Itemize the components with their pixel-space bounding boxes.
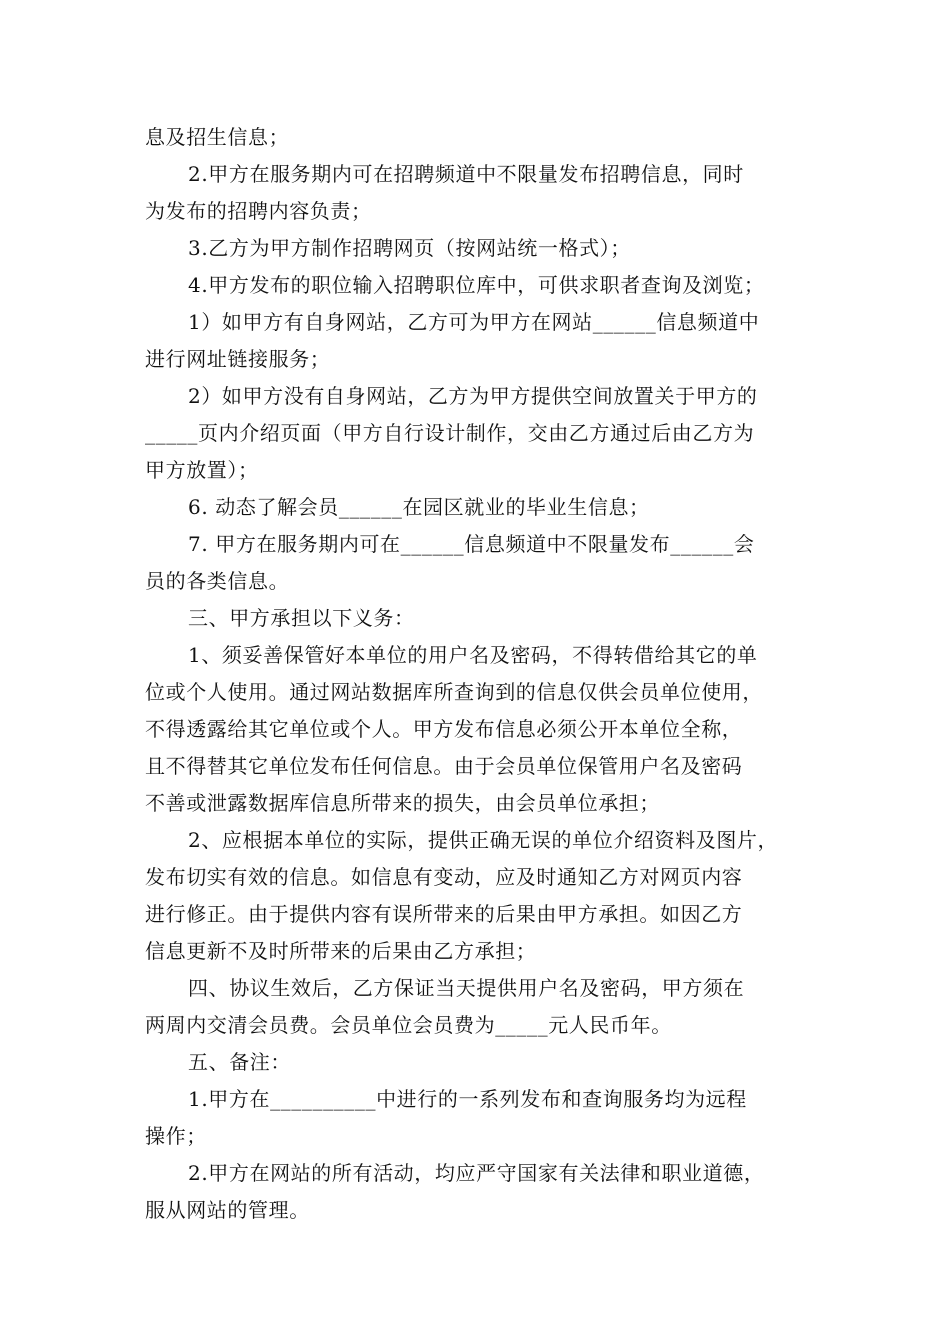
text-line: 服从网站的管理。 xyxy=(145,1198,310,1222)
text-line: 甲方放置）； xyxy=(145,458,259,482)
section-heading: 四、协议生效后，乙方保证当天提供用户名及密码，甲方须在 xyxy=(188,976,745,1000)
text-line: 操作； xyxy=(145,1124,207,1148)
text-line: 4.甲方发布的职位输入招聘职位库中，可供求职者查询及浏览； xyxy=(188,273,765,297)
section-heading: 三、甲方承担以下义务： xyxy=(188,606,415,630)
text-line: 7. 甲方在服务期内可在______信息频道中不限量发布______会 xyxy=(188,532,755,556)
text-line: 息及招生信息； xyxy=(145,125,290,149)
text-line: 两周内交清会员费。会员单位会员费为_____元人民币年。 xyxy=(145,1013,672,1037)
text-line: 信息更新不及时所带来的后果由乙方承担； xyxy=(145,939,537,963)
text-line: 不善或泄露数据库信息所带来的损失，由会员单位承担； xyxy=(145,791,660,815)
text-line: 位或个人使用。通过网站数据库所查询到的信息仅供会员单位使用， xyxy=(145,680,763,704)
text-line: 且不得替其它单位发布任何信息。由于会员单位保管用户名及密码 xyxy=(145,754,743,778)
text-line: 1.甲方在__________中进行的一系列发布和查询服务均为远程 xyxy=(188,1087,747,1111)
text-line: 员的各类信息。 xyxy=(145,569,290,593)
text-line: 发布切实有效的信息。如信息有变动，应及时通知乙方对网页内容 xyxy=(145,865,743,889)
text-line: 进行网址链接服务； xyxy=(145,347,331,371)
text-line: 1、须妥善保管好本单位的用户名及密码，不得转借给其它的单 xyxy=(188,643,758,667)
text-line: 6. 动态了解会员______在园区就业的毕业生信息； xyxy=(188,495,650,519)
text-line: 3.乙方为甲方制作招聘网页（按网站统一格式）； xyxy=(188,236,631,260)
text-line: 为发布的招聘内容负责； xyxy=(145,199,372,223)
text-line: 1）如甲方有自身网站，乙方可为甲方在网站______信息频道中 xyxy=(188,310,760,334)
text-line: 2.甲方在网站的所有活动，均应严守国家有关法律和职业道德， xyxy=(188,1161,765,1185)
section-heading: 五、备注： xyxy=(188,1050,291,1074)
text-line: 2）如甲方没有自身网站，乙方为甲方提供空间放置关于甲方的 xyxy=(188,384,758,408)
text-line: _____页内介绍页面（甲方自行设计制作，交由乙方通过后由乙方为 xyxy=(145,421,755,445)
text-line: 2.甲方在服务期内可在招聘频道中不限量发布招聘信息，同时 xyxy=(188,162,744,186)
text-line: 不得透露给其它单位或个人。甲方发布信息必须公开本单位全称， xyxy=(145,717,743,741)
text-line: 2、应根据本单位的实际，提供正确无误的单位介绍资料及图片， xyxy=(188,828,779,852)
text-line: 进行修正。由于提供内容有误所带来的后果由甲方承担。如因乙方 xyxy=(145,902,743,926)
